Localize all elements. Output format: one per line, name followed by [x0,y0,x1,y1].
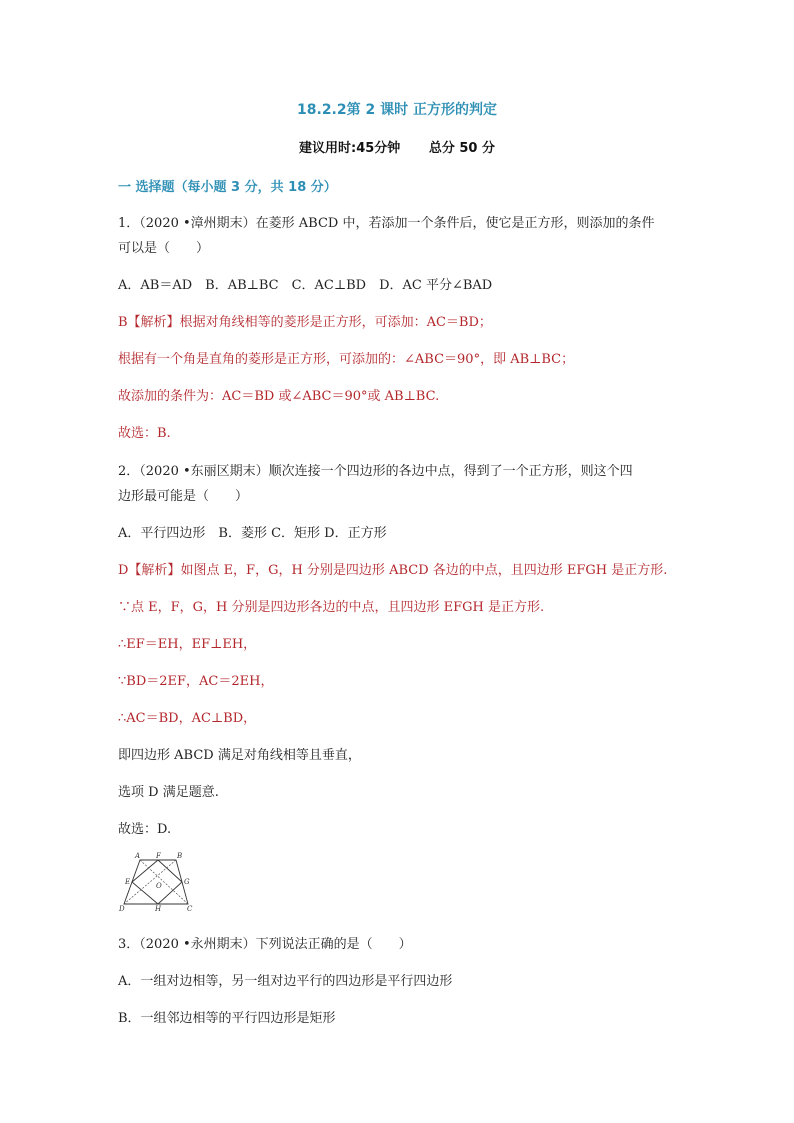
q2-stem-line2: 边形最可能是（ ） [118,489,249,504]
q2-answer-text1: 如图点 E，F，G，H 分别是四边形 ABCD 各边的中点，且四边形 EFGH 是正方形. [180,563,668,578]
q2-answer-line1 [118,559,667,578]
diagonal-ac [140,860,188,904]
q2-answer-line2: ∵点 E，F，G，H 分别是四边形各边的中点，且四边形 EFGH 是正方形. [118,600,545,615]
q1-options: A．AB＝AD B．AB⊥BC C．AC⊥BD D．AC 平分∠BAD [118,278,493,293]
q2-answer-label: D【解析】 [118,563,181,578]
section-heading: 一 选择题（每小题 3 分，共 18 分） [118,180,337,195]
suggested-time: 建议用时:45分钟 [299,141,401,156]
q1-answer-line4: 故选：B. [118,426,171,441]
label-f: F [156,852,161,860]
q2-answer-line3: ∴EF＝EH，EF⊥EH， [118,637,257,652]
label-b: B [177,852,183,860]
label-g: G [184,878,190,886]
q1-answer-line3: 故添加的条件为：AC＝BD 或∠ABC＝90°或 AB⊥BC. [118,389,440,404]
quadrilateral-figure [118,852,194,912]
q1-answer-line2: 根据有一个角是直角的菱形是正方形，可添加的：∠ABC＝90°，即 AB⊥BC； [118,352,575,367]
label-h: H [155,905,162,912]
q1-answer-text1: 根据对角线相等的菱形是正方形，可添加：AC＝BD； [179,315,492,330]
label-a: A [135,852,141,860]
page-title: 18.2.2第 2 课时 正方形的判定 [297,102,497,118]
q1-stem-line2: 可以是（ ） [118,241,210,256]
total-score: 总分 50 分 [428,141,495,156]
q1-answer-label: B【解析】 [118,315,180,330]
label-o: O [156,882,162,890]
q3-stem: 3．（2020 •永州期末）下列说法正确的是（ ） [118,937,412,952]
q2-stem-line1: 2．（2020 •东丽区期末）顺次连接一个四边形的各边中点，得到了一个正方形，则这个四 [118,464,633,479]
label-c: C [187,905,193,912]
q2-answer-line5: ∴AC＝BD，AC⊥BD， [118,711,257,726]
label-d: D [119,905,125,912]
q2-answer-line8: 故选：D. [118,822,172,837]
q1-stem-line1: 1．（2020 •漳州期末）在菱形 ABCD 中，若添加一个条件后，使它是正方形，则添加的条件 [118,216,655,231]
exam-info [0,137,794,156]
q2-answer-line7: 选项 D 满足题意. [118,785,219,800]
label-e: E [125,878,131,886]
q3-option-b: B．一组邻边相等的平行四边形是矩形 [118,1011,336,1026]
q2-answer-line6: 即四边形 ABCD 满足对角线相等且垂直， [118,748,361,763]
q1-answer-line1 [118,311,492,330]
q3-option-a: A．一组对边相等，另一组对边平行的四边形是平行四边形 [118,974,453,989]
q2-answer-line4: ∵BD＝2EF，AC＝2EH， [118,674,274,689]
q2-options: A．平行四边形 B．菱形 C．矩形 D．正方形 [118,526,387,541]
